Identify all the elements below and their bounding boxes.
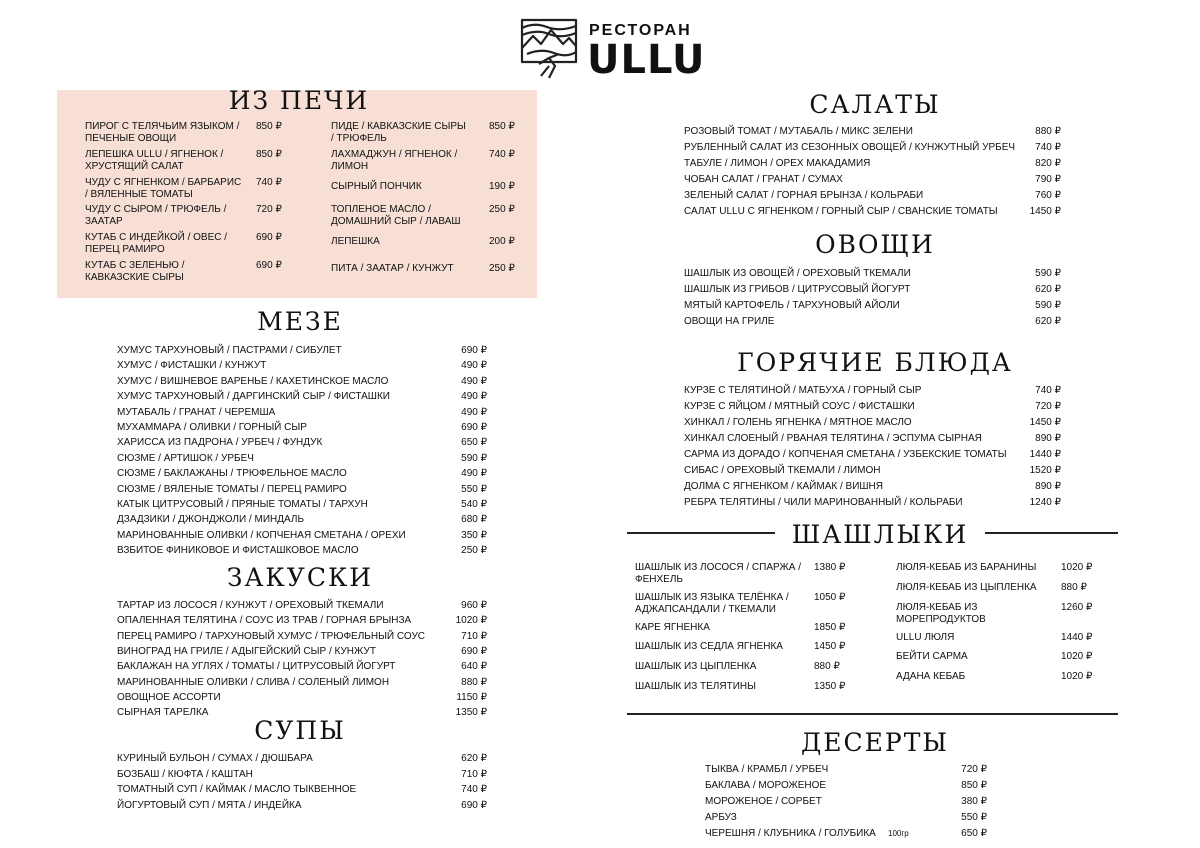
menu-item-price: 1440 ₽	[1061, 632, 1093, 643]
menu-item-name: ЛАХМАДЖУН / ЯГНЕНОК / ЛИМОН	[331, 149, 458, 172]
menu-item-price: 650 ₽	[961, 828, 987, 839]
menu-item-price: 590 ₽	[1035, 300, 1061, 311]
menu-item-name: БАКЛАЖАН НА УГЛЯХ / ТОМАТЫ / ЦИТРУСОВЫЙ ЙОГУРТ	[117, 661, 396, 673]
menu-item-name: ХИНКАЛ / ГОЛЕНЬ ЯГНЕНКА / МЯТНОЕ МАСЛО	[684, 417, 912, 428]
menu-item-price: 250 ₽	[461, 545, 487, 557]
menu-item-name: ШАШЛЫК ИЗ ЯЗЫКА ТЕЛЁНКА / АДЖАПСАНДАЛИ / ТКЕМАЛИ	[635, 592, 789, 615]
logo-wordmark: ULLU	[587, 37, 706, 83]
logo-caption: РЕСТОРАН	[589, 22, 692, 39]
menu-item-price: 880 ₽	[814, 661, 840, 672]
menu-item-price: 250 ₽	[489, 204, 515, 215]
meze-section-title: МЕЗЕ	[257, 307, 343, 336]
menu-item-price: 690 ₽	[461, 799, 487, 811]
menu-item-price: 490 ₽	[461, 391, 487, 403]
menu-item-price: 880 ₽	[1061, 582, 1087, 593]
menu-item-name: МУТАБАЛЬ / ГРАНАТ / ЧЕРЕМША	[117, 406, 276, 418]
menu-item-price: 1020 ₽	[455, 615, 487, 627]
menu-item-price: 1450 ₽	[1029, 417, 1061, 428]
menu-item-price: 1150 ₽	[456, 691, 487, 703]
menu-item-name: ДОЛМА С ЯГНЕНКОМ / КАЙМАК / ВИШНЯ	[684, 481, 883, 492]
oven-section-title: ИЗ ПЕЧИ	[228, 86, 370, 115]
menu-item-name: СЮЗМЕ / БАКЛАЖАНЫ / ТРЮФЕЛЬНОЕ МАСЛО	[117, 468, 347, 480]
menu-item-price: 1520 ₽	[1029, 465, 1061, 476]
menu-item-name: РУБЛЕННЫЙ САЛАТ ИЗ СЕЗОННЫХ ОВОЩЕЙ / КУНЖУТНЫЙ УРБЕЧ	[684, 141, 1016, 153]
shashlyki-bottom-rule	[627, 713, 1118, 715]
menu-item-name: ТАБУЛЕ / ЛИМОН / ОРЕХ МАКАДАМИЯ	[684, 157, 871, 169]
menu-item-name: ХАРИССА ИЗ ПАДРОНА / УРБЕЧ / ФУНДУК	[117, 437, 323, 449]
menu-item-price: 880 ₽	[461, 676, 487, 688]
menu-item-price: 710 ₽	[461, 768, 487, 780]
menu-item-price: 960 ₽	[461, 600, 487, 611]
desserts-section-title: ДЕСЕРТЫ	[800, 728, 950, 757]
menu-item-name: МЯТЫЙ КАРТОФЕЛЬ / ТАРХУНОВЫЙ АЙОЛИ	[684, 300, 900, 311]
menu-item-name: РЕБРА ТЕЛЯТИНЫ / ЧИЛИ МАРИНОВАННЫЙ / КОЛЬРАБИ	[684, 497, 963, 508]
shashlyki-rule-left	[627, 532, 775, 534]
menu-item-name: ЛЮЛЯ-КЕБАБ ИЗ ЦЫПЛЕНКА	[896, 582, 1037, 593]
menu-item-name: ЛЮЛЯ-КЕБАБ ИЗ БАРАНИНЫ	[896, 562, 1037, 573]
menu-item-price: 690 ₽	[256, 260, 282, 271]
menu-item-price: 550 ₽	[461, 483, 487, 495]
menu-item-name: ЛЕПЕШКА	[331, 236, 380, 247]
menu-item-price: 1850 ₽	[814, 622, 846, 633]
menu-item-price: 890 ₽	[1035, 481, 1061, 492]
menu-item-name: ХУМУС ТАРХУНОВЫЙ / ПАСТРАМИ / СИБУЛЕТ	[117, 345, 342, 356]
soups-section-title: СУПЫ	[254, 716, 346, 745]
menu-item-price: 850 ₽	[256, 121, 282, 132]
menu-item-name: ХУМУС ТАРХУНОВЫЙ / ДАРГИНСКИЙ СЫР / ФИСТАШКИ	[117, 391, 390, 403]
menu-item-name: СЮЗМЕ / ВЯЛЕНЫЕ ТОМАТЫ / ПЕРЕЦ РАМИРО	[117, 483, 347, 495]
menu-item-price: 850 ₽	[256, 149, 282, 160]
menu-item-price: 350 ₽	[461, 529, 487, 541]
menu-item-price: 890 ₽	[1035, 433, 1061, 444]
menu-item-name: СЫРНЫЙ ПОНЧИК	[331, 181, 422, 192]
menu-item-name: АРБУЗ	[705, 812, 737, 823]
menu-item-price: 690 ₽	[461, 422, 487, 433]
menu-item-name: ЙОГУРТОВЫЙ СУП / МЯТА / ИНДЕЙКА	[117, 799, 302, 811]
menu-item-price: 690 ₽	[461, 645, 487, 657]
menu-item-price: 490 ₽	[461, 406, 487, 418]
menu-item-price: 640 ₽	[461, 661, 487, 673]
menu-item-price: 1240 ₽	[1029, 497, 1061, 508]
menu-item-price: 1020 ₽	[1061, 562, 1093, 573]
menu-item-price: 200 ₽	[489, 236, 515, 247]
restaurant-logo	[519, 18, 706, 83]
menu-item-name: ЧОБАН САЛАТ / ГРАНАТ / СУМАХ	[684, 173, 843, 185]
menu-item-name: ТОМАТНЫЙ СУП / КАЙМАК / МАСЛО ТЫКВЕННОЕ	[117, 784, 357, 795]
menu-item-price: 620 ₽	[461, 753, 487, 764]
menu-item-name: ЧУДУ С ЯГНЕНКОМ / БАРБАРИС / ВЯЛЕННЫЕ ТОМАТЫ	[85, 177, 242, 200]
menu-item-price: 790 ₽	[1035, 173, 1061, 185]
menu-item-price: 620 ₽	[1035, 284, 1061, 295]
menu-item-price: 490 ₽	[461, 468, 487, 480]
menu-item-price: 690 ₽	[461, 345, 487, 356]
menu-item-name: ХИНКАЛ СЛОЕНЫЙ / РВАНАЯ ТЕЛЯТИНА / ЭСПУМА СЫРНАЯ	[684, 433, 982, 444]
menu-item-name: ВИНОГРАД НА ГРИЛЕ / АДЫГЕЙСКИЙ СЫР / КУНЖУТ	[117, 645, 376, 657]
menu-item-price: 650 ₽	[461, 437, 487, 449]
menu-item-name: ХУМУС / ФИСТАШКИ / КУНЖУТ	[117, 360, 267, 372]
menu-item-price: 720 ₽	[256, 204, 282, 215]
shashlyki-rule-right	[985, 532, 1118, 534]
menu-item-price: 740 ₽	[1035, 385, 1061, 396]
menu-item-name: СИБАС / ОРЕХОВЫЙ ТКЕМАЛИ / ЛИМОН	[684, 465, 881, 476]
menu-item-name: ЗЕЛЕНЫЙ САЛАТ / ГОРНАЯ БРЫНЗА / КОЛЬРАБИ	[684, 189, 924, 201]
menu-item-name: КАРЕ ЯГНЕНКА	[635, 622, 710, 633]
menu-item-price: 590 ₽	[1035, 268, 1061, 279]
salads-section-title: САЛАТЫ	[809, 90, 941, 119]
menu-item-name: КУТАБ С ЗЕЛЕНЬЮ / КАВКАЗСКИЕ СЫРЫ	[85, 260, 185, 283]
menu-item-price: 740 ₽	[1035, 141, 1061, 153]
menu-item-name: БОЗБАШ / КЮФТА / КАШТАН	[117, 768, 253, 780]
menu-item-name: КУРИНЫЙ БУЛЬОН / СУМАХ / ДЮШБАРА	[117, 753, 313, 764]
menu-item-name: КУТАБ С ИНДЕЙКОЙ / ОВЕС / ПЕРЕЦ РАМИРО	[85, 232, 228, 255]
menu-item-price: 760 ₽	[1035, 189, 1061, 201]
menu-item-price: 540 ₽	[461, 499, 487, 510]
menu-item-price: 820 ₽	[1035, 157, 1061, 169]
menu-item-price: 1440 ₽	[1029, 449, 1061, 460]
menu-item-price: 710 ₽	[461, 630, 487, 642]
menu-item-name: САРМА ИЗ ДОРАДО / КОПЧЕНАЯ СМЕТАНА / УЗБЕКСКИЕ ТОМАТЫ	[684, 449, 1007, 460]
menu-item-price: 1260 ₽	[1061, 602, 1093, 613]
menu-item-price: 250 ₽	[489, 263, 515, 274]
menu-item-name: КУРЗЕ С ЯЙЦОМ / МЯТНЫЙ СОУС / ФИСТАШКИ	[684, 401, 915, 412]
menu-item-name: ULLU ЛЮЛЯ	[896, 632, 955, 643]
menu-item-price: 1350 ₽	[814, 681, 846, 692]
menu-item-price: 1020 ₽	[1061, 671, 1093, 682]
mountain-owl-logo-icon	[519, 18, 579, 80]
menu-item-price: 550 ₽	[961, 812, 987, 823]
menu-item-name: БЕЙТИ САРМА	[896, 651, 968, 662]
menu-item-name: ОВОЩНОЕ АССОРТИ	[117, 691, 221, 703]
menu-item-price: 720 ₽	[961, 764, 987, 775]
menu-item-name: ШАШЛЫК ИЗ СЕДЛА ЯГНЕНКА	[635, 641, 783, 652]
menu-item-price: 590 ₽	[461, 452, 487, 464]
menu-item-price: 740 ₽	[461, 784, 487, 795]
menu-item-price: 850 ₽	[489, 121, 515, 132]
menu-item-name: ШАШЛЫК ИЗ ЦЫПЛЕНКА	[635, 661, 757, 672]
menu-item-name: ХУМУС / ВИШНЕВОЕ ВАРЕНЬЕ / КАХЕТИНСКОЕ МАСЛО	[117, 375, 389, 387]
menu-item-name: ШАШЛЫК ИЗ ГРИБОВ / ЦИТРУСОВЫЙ ЙОГУРТ	[684, 284, 911, 295]
menu-item-name: СЫРНАЯ ТАРЕЛКА	[117, 707, 209, 719]
menu-item-name: СЮЗМЕ / АРТИШОК / УРБЕЧ	[117, 452, 254, 464]
menu-item-name: ОПАЛЕННАЯ ТЕЛЯТИНА / СОУС ИЗ ТРАВ / ГОРНАЯ БРЫНЗА	[117, 615, 412, 627]
menu-item-name: ДЗАДЗИКИ / ДЖОНДЖОЛИ / МИНДАЛЬ	[117, 514, 305, 526]
menu-item-name: ВЗБИТОЕ ФИНИКОВОЕ И ФИСТАШКОВОЕ МАСЛО	[117, 545, 359, 557]
menu-item-name: САЛАТ ULLU С ЯГНЕНКОМ / ГОРНЫЙ СЫР / СВАНСКИЕ ТОМАТЫ	[684, 205, 998, 217]
menu-item-name: МОРОЖЕНОЕ / СОРБЕТ	[705, 796, 822, 807]
menu-item-name: РОЗОВЫЙ ТОМАТ / МУТАБАЛЬ / МИКС ЗЕЛЕНИ	[684, 126, 913, 137]
menu-item-name: БАКЛАВА / МОРОЖЕНОЕ	[705, 780, 827, 791]
menu-item-name: ПИТА / ЗААТАР / КУНЖУТ	[331, 263, 454, 274]
menu-item-price: 740 ₽	[256, 177, 282, 188]
menu-item-price: 1450 ₽	[1029, 205, 1061, 217]
menu-item-price: 620 ₽	[1035, 316, 1061, 327]
menu-item-name: ПИРОГ С ТЕЛЯЧЬИМ ЯЗЫКОМ / ПЕЧЕНЫЕ ОВОЩИ	[85, 121, 240, 144]
menu-item-name: ЛЮЛЯ-КЕБАБ ИЗ МОРЕПРОДУКТОВ	[896, 602, 986, 625]
menu-item-price: 490 ₽	[461, 375, 487, 387]
menu-item-name: КУРЗЕ С ТЕЛЯТИНОЙ / МАТБУХА / ГОРНЫЙ СЫР	[684, 385, 922, 396]
menu-item-name: МАРИНОВАННЫЕ ОЛИВКИ / СЛИВА / СОЛЕНЫЙ ЛИМОН	[117, 676, 390, 688]
menu-item-name: ТАРТАР ИЗ ЛОСОСЯ / КУНЖУТ / ОРЕХОВЫЙ ТКЕМАЛИ	[117, 600, 384, 611]
menu-item-name: КАТЫК ЦИТРУСОВЫЙ / ПРЯНЫЕ ТОМАТЫ / ТАРХУН	[117, 499, 368, 510]
menu-item-price: 740 ₽	[489, 149, 515, 160]
menu-item-name: ПИДЕ / КАВКАЗСКИЕ СЫРЫ / ТРЮФЕЛЬ	[331, 121, 466, 144]
menu-item-name: ШАШЛЫК ИЗ ОВОЩЕЙ / ОРЕХОВЫЙ ТКЕМАЛИ	[684, 268, 911, 279]
menu-item-price: 190 ₽	[489, 181, 515, 192]
menu-item-price: 1050 ₽	[814, 592, 846, 603]
menu-item-name: ШАШЛЫК ИЗ ТЕЛЯТИНЫ	[635, 681, 756, 692]
menu-item-name: ОВОЩИ НА ГРИЛЕ	[684, 316, 775, 327]
menu-item-price: 490 ₽	[461, 360, 487, 372]
menu-item-price: 680 ₽	[461, 514, 487, 526]
menu-item-price: 880 ₽	[1035, 126, 1061, 137]
menu-item-name: ЛЕПЕШКА ULLU / ЯГНЕНОК / ХРУСТЯЩИЙ САЛАТ	[85, 149, 224, 172]
menu-item-price: 380 ₽	[961, 796, 987, 807]
menu-item-weight: 100гр	[888, 829, 909, 838]
menu-item-name: ТЫКВА / КРАМБЛ / УРБЕЧ	[705, 764, 829, 775]
menu-item-price: 850 ₽	[961, 780, 987, 791]
menu-item-price: 1020 ₽	[1061, 651, 1093, 662]
hot-dishes-section-title: ГОРЯЧИЕ БЛЮДА	[737, 348, 1013, 377]
menu-item-price: 1350 ₽	[455, 707, 487, 719]
menu-item-name: ПЕРЕЦ РАМИРО / ТАРХУНОВЫЙ ХУМУС / ТРЮФЕЛЬНЫЙ СОУС	[117, 630, 426, 642]
menu-item-price: 720 ₽	[1035, 401, 1061, 412]
menu-item-price: 1380 ₽	[814, 562, 846, 573]
vegetables-section-title: ОВОЩИ	[815, 230, 935, 259]
menu-item-name: ШАШЛЫК ИЗ ЛОСОСЯ / СПАРЖА / ФЕНХЕЛЬ	[635, 562, 802, 585]
shashlyki-section-title: ШАШЛЫКИ	[791, 520, 969, 549]
menu-item-name: ЧУДУ С СЫРОМ / ТРЮФЕЛЬ / ЗААТАР	[85, 204, 227, 227]
menu-item-name: МУХАММАРА / ОЛИВКИ / ГОРНЫЙ СЫР	[117, 422, 307, 433]
menu-item-name: ЧЕРЕШНЯ / КЛУБНИКА / ГОЛУБИКА	[705, 828, 876, 839]
menu-item-price: 1450 ₽	[814, 641, 846, 652]
menu-item-name: АДАНА КЕБАБ	[896, 671, 966, 682]
menu-item-name: МАРИНОВАННЫЕ ОЛИВКИ / КОПЧЕНАЯ СМЕТАНА / ОРЕХИ	[117, 529, 406, 541]
menu-item-name: ТОПЛЕНОЕ МАСЛО / ДОМАШНИЙ СЫР / ЛАВАШ	[331, 204, 461, 227]
menu-item-price: 690 ₽	[256, 232, 282, 243]
zakuski-section-title: ЗАКУСКИ	[226, 563, 374, 592]
